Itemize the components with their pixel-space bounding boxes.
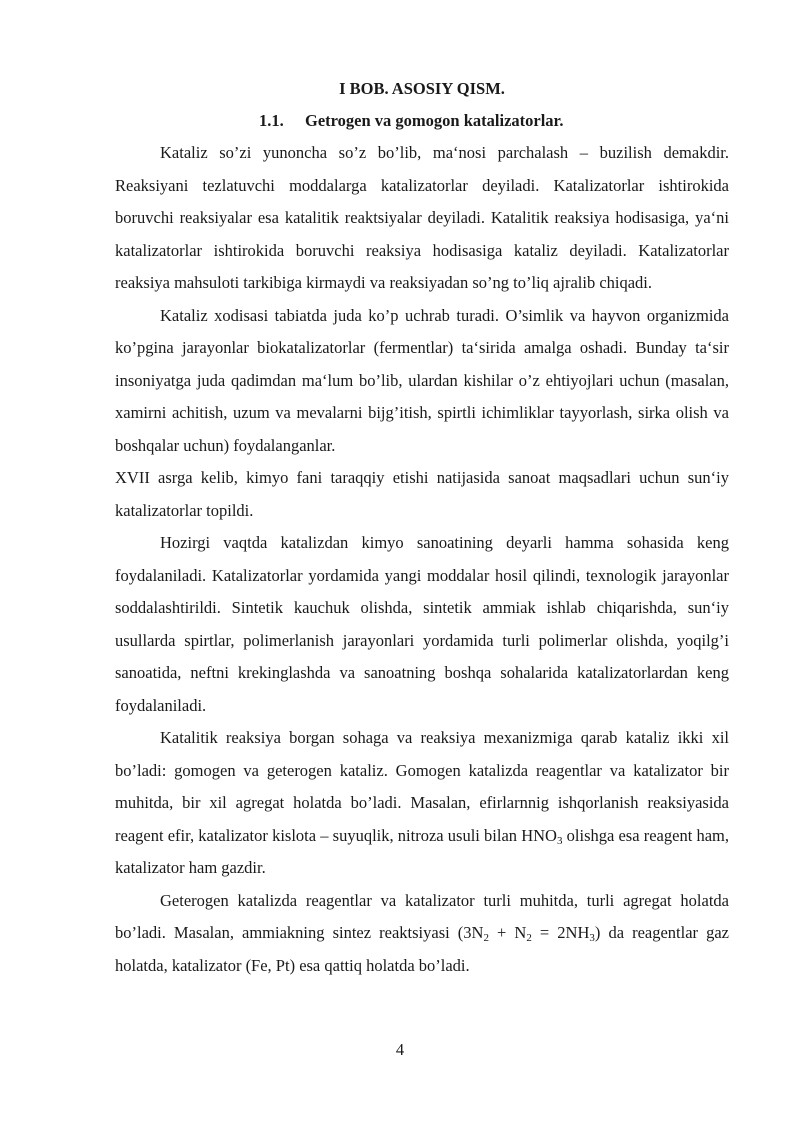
subscript: 2: [526, 932, 532, 944]
paragraph-5-tail: olishga esa reagent ham, katalizator ham gazdir.: [115, 825, 729, 877]
section-title: Getrogen va gomogon katalizatorlar.: [305, 111, 564, 130]
subscript: 3: [589, 932, 595, 944]
paragraph-4: Hozirgi vaqtda katalizdan kimyo sanoatining deyarli hamma sohasida keng foydalaniladi. Katalizatorlar yordamida yangi moddalar hosil qilindi, texnologik jarayonlar soddalashtirildi. Sintetik kauchuk olishda, sintetik ammiak ishlab chiqarishda, sun‘iy usullarda spirtlar, polimerlanish jarayonlari yordamida turli polimerlar olishda, yoqilg’i sanoatida, neftni krekinglashda va sanoatning boshqa sohalarida katalizatorlardan keng foydalaniladi.: [115, 533, 729, 715]
section-heading: [115, 105, 729, 137]
paragraph-1: Kataliz so’zi yunoncha so’z bo’lib, ma‘nosi parchalash – buzilish demakdir. Reaksiyani tezlatuvchi moddalarga katalizatorlar deyiladi. Katalizatorlar ishtirokida boruvchi reaksiyalar esa katalitik reaktsiyalar deyiladi. Katalitik reaksiya hodisasiga, ya‘ni katalizatorlar ishtirokida boruvchi reaksiya hodisasiga kataliz deyiladi. Katalizatorlar reaksiya mahsuloti tarkibiga kirmaydi va reaksiyadan so’ng to’liq ajralib chiqadi.: [115, 143, 729, 292]
page-number: 4: [395, 1040, 405, 1059]
page-content: [115, 73, 729, 982]
paragraph-6-part-b: + N: [488, 923, 527, 942]
chapter-heading: I BOB. ASOSIY QISM.: [339, 79, 505, 98]
paragraph-6: [115, 885, 729, 983]
section-number: 1.1.: [259, 111, 284, 130]
paragraph-5-text: Katalitik reaksiya borgan sohaga va reaksiya mexanizmiga qarab kataliz ikki xil bo’ladi: gomogen va geterogen kataliz. Gomogen katalizda reagentlar va katalizator bir muhitda, bir xil agregat holatda bo’ladi. Masalan, efirlarnnig ishqorlanish reaksiyasida reagent efir, katalizator kislota – suyuqlik, nitroza usuli bilan HNO: [115, 728, 729, 845]
paragraph-3: XVII asrga kelib, kimyo fani taraqqiy etishi natijasida sanoat maqsadlari uchun sun‘iy katalizatorlar topildi.: [115, 468, 729, 520]
paragraph-6-part-d: ) da reagentlar gaz holatda, katalizator (Fe, Pt) esa qattiq holatda bo’ladi.: [115, 923, 730, 975]
paragraph-5: [115, 722, 729, 885]
paragraph-6-part-c: = 2NH: [531, 923, 590, 942]
paragraph-2: Kataliz xodisasi tabiatda juda ko’p uchrab turadi. O’simlik va hayvon organizmida ko’pgina jarayonlar biokatalizatorlar (fermentlar) ta‘sirida amalga oshadi. Bunday ta‘sir insoniyatga juda qadimdan ma‘lum bo’lib, ulardan kishilar o’z ehtiyojlari uchun (masalan, xamirni achitish, uzum va mevalarni bijg’itish, spirtli ichimliklar tayyorlash, sirka olish va boshqalar uchun) foydalanganlar.: [115, 305, 729, 455]
paragraph-6-part-a: Geterogen katalizda reagentlar va katalizator turli muhitda, turli agregat holatda bo’ladi. Masalan, ammiakning sintez reaktsiyasi (3N: [115, 890, 729, 942]
subscript: 3: [556, 834, 563, 847]
subscript: 2: [483, 932, 489, 944]
